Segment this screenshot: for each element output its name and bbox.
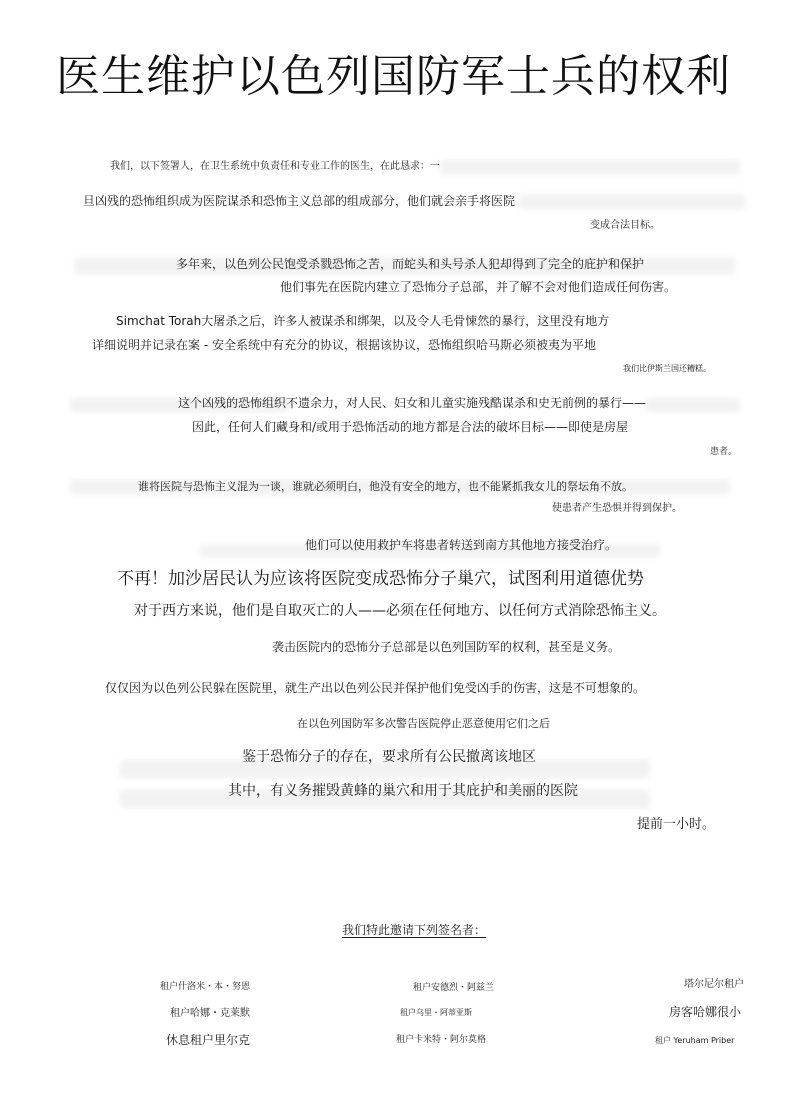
signatory-name: 租户乌里・阿蒂亚斯 bbox=[400, 1008, 472, 1017]
signatory-name: 房客哈娜很小 bbox=[669, 1005, 742, 1019]
signatory-name: 租户什洛米・本・努恩 bbox=[160, 982, 251, 992]
paragraph-line: 我们比伊斯兰国还糟糕。 bbox=[623, 364, 711, 373]
signatory-name: 租户安德烈・阿兹兰 bbox=[413, 983, 495, 993]
paragraph-line: 他们可以使用救护车将患者转送到南方其他地方接受治疗。 bbox=[305, 538, 618, 552]
scan-artifact bbox=[440, 160, 740, 174]
paragraph-line: 变成合法目标。 bbox=[590, 220, 660, 231]
paragraph-line: 其中，有义务摧毁黄蜂的巢穴和用于其庇护和美丽的医院 bbox=[228, 783, 578, 799]
paragraph-line: 对于西方来说，他们是自取灭亡的人——必须在任何地方、以任何方式消除恐怖主义。 bbox=[134, 603, 666, 619]
signatory-name: 租户 Yeruham Priber bbox=[655, 1036, 735, 1045]
paragraph-line: 在以色列国防军多次警告医院停止恶意使用它们之后 bbox=[297, 717, 550, 730]
signatories-heading: 我们特此邀请下列签名者： bbox=[342, 923, 487, 937]
page-title: 医生维护以色列国防军士兵的权利 bbox=[56, 51, 731, 102]
signatory-name: 租户哈娜・克莱默 bbox=[170, 1008, 250, 1019]
scan-artifact bbox=[520, 195, 745, 209]
paragraph-line: 旦凶残的恐怖组织成为医院谋杀和恐怖主义总部的组成部分，他们就会亲手将医院 bbox=[83, 194, 516, 208]
paragraph-line: 袭击医院内的恐怖分子总部是以色列国防军的权利，甚至是义务。 bbox=[272, 640, 621, 654]
paragraph-line: 谁将医院与恐怖主义混为一谈，谁就必须明白，他没有安全的地方，也不能紧抓我女儿的祭坛角不放。 bbox=[138, 480, 633, 493]
paragraph-line: 提前一小时。 bbox=[637, 817, 716, 832]
paragraph-line: 鉴于恐怖分子的存在，要求所有公民撤离该地区 bbox=[242, 749, 536, 765]
signatory-name: 休息租户里尔克 bbox=[166, 1033, 251, 1047]
signatory-name: 租户卡米特・阿尔莫格 bbox=[396, 1035, 487, 1045]
paragraph-line: 他们事先在医院内建立了恐怖分子总部，并了解不会对他们造成任何伤害。 bbox=[280, 280, 677, 294]
paragraph-line: 使患者产生恐惧并得到保护。 bbox=[552, 503, 682, 514]
paragraph-line: Simchat Torah大屠杀之后，许多人被谋杀和绑架，以及令人毛骨悚然的暴行，这里没有地方 bbox=[116, 314, 610, 328]
scan-artifact bbox=[645, 398, 740, 412]
emphasis-line: 不再！加沙居民认为应该将医院变成恐怖分子巢穴，试图利用道德优势 bbox=[117, 569, 644, 589]
paragraph-line: 多年来，以色列公民饱受杀戮恐怖之苦，而蛇头和头号杀人犯却得到了完全的庇护和保护 bbox=[176, 257, 645, 271]
signatory-name: 塔尔尼尔租户 bbox=[684, 979, 744, 990]
paragraph-line: 因此，任何人们藏身和/或用于恐怖活动的地方都是合法的破坏目标——即使是房屋 bbox=[192, 420, 629, 434]
paragraph-line: 详细说明并记录在案 - 安全系统中有充分的协议，根据该协议，恐怖组织哈马斯必须被夷为平地 bbox=[92, 338, 596, 352]
paragraph-line: 患者。 bbox=[710, 447, 738, 457]
paragraph-line: 仅仅因为以色列公民躲在医院里，就生产出以色列公民并保护他们免受凶手的伤害，这是不可想象的。 bbox=[105, 681, 646, 695]
paragraph-line: 我们，以下签署人，在卫生系统中负责任和专业工作的医生，在此恳求：一 bbox=[110, 161, 440, 172]
paragraph-line: 这个凶残的恐怖组织不遗余力，对人民、妇女和儿童实施残酷谋杀和史无前例的暴行—— bbox=[178, 396, 647, 410]
